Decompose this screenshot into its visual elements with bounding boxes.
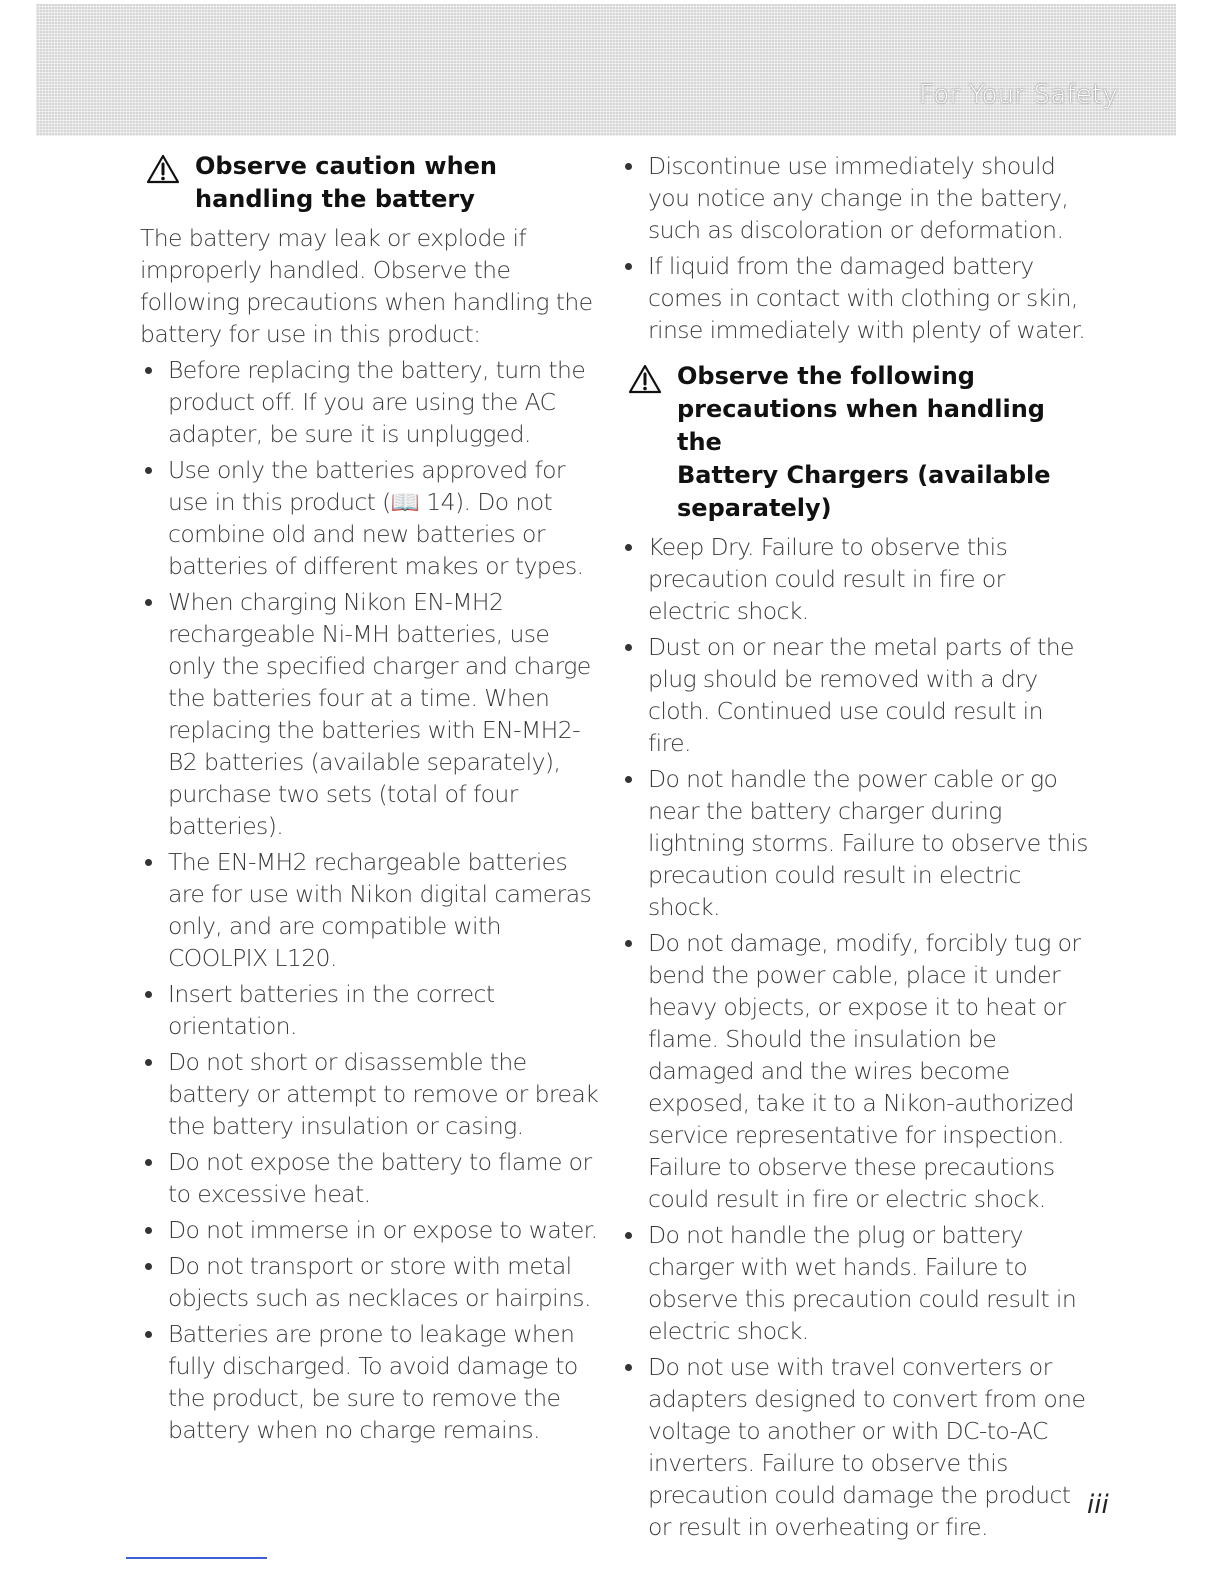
list-item: Discontinue use immediately should you notice any change in the battery, such as discoloration or deformation. <box>620 150 1090 246</box>
warning-triangle-icon <box>146 154 180 184</box>
heading-line: handling the battery <box>195 185 475 213</box>
header-title: For Your Safety <box>919 80 1118 110</box>
footer-divider <box>126 1557 267 1559</box>
list-item: Do not immerse in or expose to water. <box>140 1214 600 1246</box>
list-item: When charging Nikon EN-MH2 rechargeable Ni-MH batteries, use only the specified charger and charge the batteries four at a time. When replacing the batteries with EN-MH2-B2 batteries (available separately), purchase two sets (total of four batteries). <box>140 586 600 842</box>
heading-line: separately) <box>677 494 832 522</box>
battery-precautions-list <box>140 354 600 1446</box>
battery-continued-list <box>620 150 1090 346</box>
list-item: The EN-MH2 rechargeable batteries are for use with Nikon digital cameras only, and are compatible with COOLPIX L120. <box>140 846 600 974</box>
list-item: Dust on or near the metal parts of the plug should be removed with a dry cloth. Continued use could result in fire. <box>620 631 1090 759</box>
list-item: Do not expose the battery to flame or to excessive heat. <box>140 1146 600 1210</box>
heading-line: precautions when handling the <box>677 395 1045 456</box>
list-item: If liquid from the damaged battery comes in contact with clothing or skin, rinse immediately with plenty of water. <box>620 250 1090 346</box>
battery-caution-heading <box>138 150 600 216</box>
charger-precautions-list <box>620 531 1090 1543</box>
list-item: Do not damage, modify, forcibly tug or bend the power cable, place it under heavy objects, or expose it to heat or flame. Should the insulation be damaged and the wires become exposed, take it to a Nikon-authorized service representative for inspection. Failure to observe these precautions could result in fire or electric shock. <box>620 927 1090 1215</box>
page-number: iii <box>1087 1490 1109 1520</box>
heading-line: Battery Chargers (available <box>677 461 1051 489</box>
list-item: Do not handle the plug or battery charger with wet hands. Failure to observe this precaution could result in electric shock. <box>620 1219 1090 1347</box>
list-item: Do not short or disassemble the battery or attempt to remove or break the battery insulation or casing. <box>140 1046 600 1142</box>
list-item: Do not handle the power cable or go near the battery charger during lightning storms. Failure to observe this precaution could result in electric shock. <box>620 763 1090 923</box>
list-item: Do not transport or store with metal objects such as necklaces or hairpins. <box>140 1250 600 1314</box>
header-band <box>36 4 1176 136</box>
list-item: Batteries are prone to leakage when fully discharged. To avoid damage to the product, be sure to remove the battery when no charge remains. <box>140 1318 600 1446</box>
left-column <box>140 150 600 1450</box>
list-item: Before replacing the battery, turn the product off. If you are using the AC adapter, be sure it is unplugged. <box>140 354 600 450</box>
battery-intro-text: The battery may leak or explode if improperly handled. Observe the following precautions when handling the battery for use in this product: <box>140 224 593 348</box>
list-item: Keep Dry. Failure to observe this precaution could result in fire or electric shock. <box>620 531 1090 627</box>
heading-line: Observe the following <box>677 362 975 390</box>
charger-precautions-heading <box>620 360 1090 525</box>
list-item: Do not use with travel converters or adapters designed to convert from one voltage to another or with DC-to-AC inverters. Failure to observe this precaution could damage the product or result in overheating or fire. <box>620 1351 1090 1543</box>
list-item: Use only the batteries approved for use in this product (📖 14). Do not combine old and new batteries or batteries of different makes or types. <box>140 454 600 582</box>
warning-triangle-icon <box>628 364 662 394</box>
heading-line: Observe caution when <box>195 152 498 180</box>
right-column <box>620 150 1090 1547</box>
list-item: Insert batteries in the correct orientation. <box>140 978 600 1042</box>
